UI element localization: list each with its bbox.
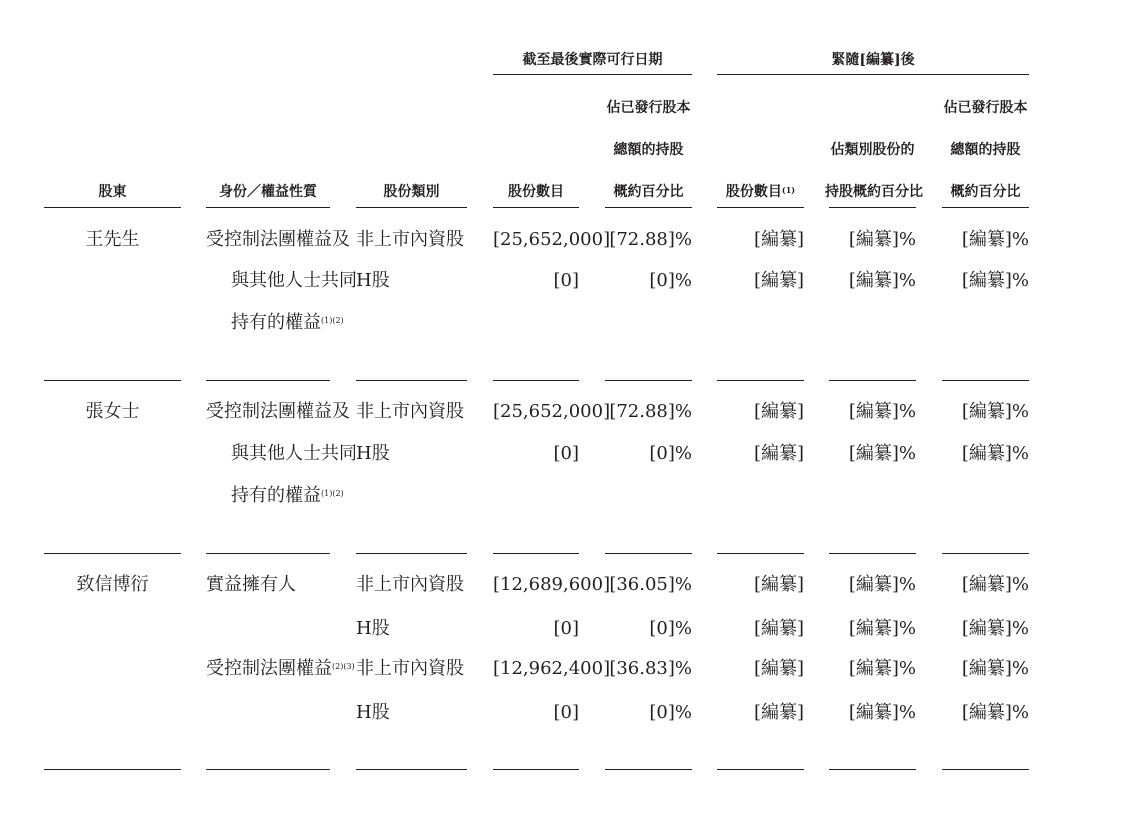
- pct-total: [0]%: [649, 702, 692, 723]
- pct-total-after: [編纂]%: [961, 229, 1029, 250]
- share-class: 非上市內資股: [356, 658, 464, 679]
- share-class: H股: [356, 443, 390, 464]
- capacity-line: [231, 313, 344, 333]
- num-shares: [25,652,000]: [493, 401, 611, 422]
- col-header-pct-total-line1: 佔已發行股本: [606, 100, 691, 116]
- col-header-pct-class-line2: 持股概約百分比: [825, 184, 923, 200]
- pct-total: [0]%: [649, 618, 692, 639]
- capacity-text: 受控制法團權益: [206, 658, 332, 679]
- col-header-capacity: 身份／權益性質: [219, 184, 317, 200]
- share-class: 非上市內資股: [356, 229, 464, 250]
- capacity-text: 持有的權益: [231, 312, 321, 333]
- capacity-line: [231, 486, 344, 506]
- pct-total: [36.83]%: [609, 658, 692, 679]
- num-shares-after: [編纂]: [753, 702, 804, 723]
- group-header-latest-rule: [493, 74, 692, 75]
- pct-class-after: [編纂]%: [848, 702, 916, 723]
- num-shares-after: [編纂]: [753, 229, 804, 250]
- col-header-pct-total-line2: 總額的持股: [613, 142, 684, 158]
- pct-total: [0]%: [649, 443, 692, 464]
- pct-class-after: [編纂]%: [848, 401, 916, 422]
- share-class: H股: [356, 702, 390, 723]
- footnote-ref: (1)(2): [321, 489, 344, 498]
- col-header-num-shares-after: [717, 184, 804, 200]
- pct-total: [36.05]%: [609, 574, 692, 595]
- shareholder-name: 王先生: [85, 229, 140, 250]
- num-shares: [12,689,600]: [493, 574, 611, 595]
- col-header-pct-class-line1: 佔類別股份的: [830, 142, 915, 158]
- pct-class-after: [編纂]%: [848, 443, 916, 464]
- num-shares: [0]: [553, 618, 579, 639]
- num-shares-after: [編纂]: [753, 401, 804, 422]
- col-header-num-shares-after-label: 股份數目: [725, 184, 782, 200]
- capacity-line: [206, 659, 355, 679]
- col-header-pct-total-line3: 概約百分比: [613, 184, 684, 200]
- group-header-after: 緊隨[編纂]後: [831, 52, 915, 68]
- num-shares: [0]: [553, 270, 579, 291]
- num-shares: [25,652,000]: [493, 229, 611, 250]
- pct-total-after: [編纂]%: [961, 401, 1029, 422]
- pct-total-after: [編纂]%: [961, 270, 1029, 291]
- pct-class-after: [編纂]%: [848, 618, 916, 639]
- footnote-ref: (1): [781, 185, 796, 195]
- pct-total-after: [編纂]%: [961, 443, 1029, 464]
- pct-total: [0]%: [649, 270, 692, 291]
- group-header-latest: 截至最後實際可行日期: [522, 52, 663, 68]
- num-shares: [0]: [553, 702, 579, 723]
- pct-class-after: [編纂]%: [848, 574, 916, 595]
- capacity-line: 受控制法團權益及: [206, 229, 350, 250]
- col-header-shareholder: 股東: [98, 184, 127, 200]
- share-class: 非上市內資股: [356, 401, 464, 422]
- col-header-share-class: 股份類別: [383, 184, 440, 200]
- num-shares-after: [編纂]: [753, 618, 804, 639]
- footnote-ref: (2)(3): [332, 662, 355, 671]
- col-header-pct-total-after-line1: 佔已發行股本: [943, 100, 1028, 116]
- capacity-text: 持有的權益: [231, 485, 321, 506]
- num-shares-after: [編纂]: [753, 574, 804, 595]
- shareholder-name: 張女士: [85, 401, 140, 422]
- shareholder-name: 致信博衍: [76, 574, 149, 595]
- pct-total-after: [編纂]%: [961, 574, 1029, 595]
- pct-total-after: [編纂]%: [961, 658, 1029, 679]
- pct-total-after: [編纂]%: [961, 702, 1029, 723]
- col-header-pct-total-after-line2: 總額的持股: [950, 142, 1021, 158]
- pct-class-after: [編纂]%: [848, 270, 916, 291]
- pct-total: [72.88]%: [609, 229, 692, 250]
- num-shares: [0]: [553, 443, 579, 464]
- num-shares-after: [編纂]: [753, 270, 804, 291]
- capacity-line: 受控制法團權益及: [206, 401, 350, 422]
- num-shares-after: [編纂]: [753, 658, 804, 679]
- group-header-after-rule: [717, 74, 1029, 75]
- capacity-line: 與其他人士共同: [231, 443, 357, 464]
- pct-class-after: [編纂]%: [848, 658, 916, 679]
- share-class: H股: [356, 618, 390, 639]
- num-shares-after: [編纂]: [753, 443, 804, 464]
- footnote-ref: (1)(2): [321, 316, 344, 325]
- pct-total-after: [編纂]%: [961, 618, 1029, 639]
- share-class: 非上市內資股: [356, 574, 464, 595]
- pct-total: [72.88]%: [609, 401, 692, 422]
- col-header-num-shares: 股份數目: [508, 184, 564, 200]
- capacity-line: 實益擁有人: [206, 574, 296, 595]
- capacity-line: 與其他人士共同: [231, 270, 357, 291]
- share-class: H股: [356, 270, 390, 291]
- num-shares: [12,962,400]: [493, 658, 611, 679]
- col-header-pct-total-after-line3: 概約百分比: [950, 184, 1021, 200]
- pct-class-after: [編纂]%: [848, 229, 916, 250]
